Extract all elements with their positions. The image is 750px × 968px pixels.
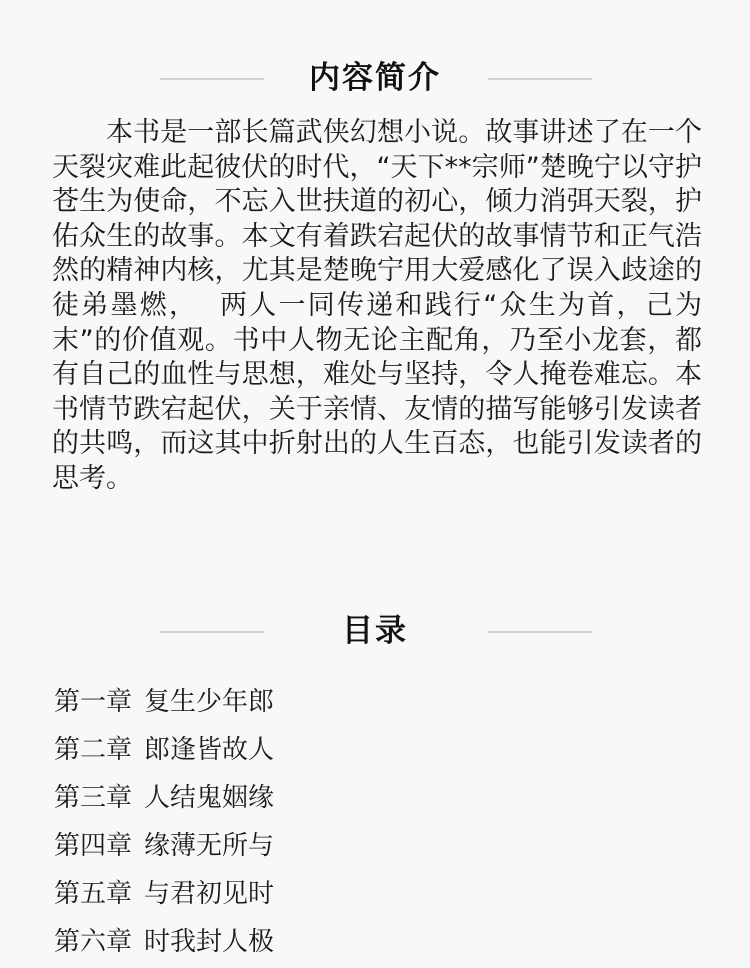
chapter-number: 第二章 — [54, 735, 133, 765]
divider-line — [488, 631, 592, 633]
toc-section-header — [0, 607, 750, 655]
chapter-item[interactable] — [54, 822, 274, 870]
chapter-title: 缘薄无所与 — [144, 831, 275, 861]
chapter-number: 第五章 — [54, 879, 133, 909]
chapter-number: 第一章 — [54, 687, 133, 717]
chapter-number: 第六章 — [54, 927, 133, 957]
divider-line — [488, 78, 592, 80]
chapter-item[interactable] — [54, 678, 274, 726]
chapter-title: 郎逢皆故人 — [144, 735, 275, 765]
intro-title: 内容简介 — [309, 60, 441, 96]
chapter-number: 第三章 — [54, 783, 133, 813]
chapter-item[interactable] — [54, 726, 274, 774]
intro-text: 本书是一部长篇武侠幻想小说。故事讲述了在一个天裂灾难此起彼伏的时代，“天下**宗师”楚晚宁以守护苍生为使命，不忘入世扶道的初心，倾力消弭天裂，护佑众生的故事。本文有着跌宕起伏的故事情节和正气浩然的精神内核，尤其是楚晚宁用大爱感化了误入歧途的徒弟墨燃， 两人一同传递和践行“众生为首，己为末”的价值观。书中人物无论主配角，乃至小龙套，都有自己的血性与思想，难处与坚持，令人掩卷难忘。本书情节跌宕起伏，关于亲情、友情的描写能够引发读者的共鸣，而这其中折射出的人生百态，也能引发读者的思考。 — [52, 117, 702, 494]
chapter-title: 时我封人极 — [144, 927, 275, 957]
chapter-title: 与君初见时 — [144, 879, 275, 909]
chapter-item[interactable] — [54, 918, 274, 966]
intro-section-header — [0, 54, 750, 102]
chapter-title: 人结鬼姻缘 — [144, 783, 275, 813]
chapter-title: 复生少年郎 — [144, 687, 275, 717]
chapter-item[interactable] — [54, 870, 274, 918]
toc-title: 目录 — [342, 613, 408, 649]
chapter-list — [54, 678, 274, 966]
chapter-number: 第四章 — [54, 831, 133, 861]
chapter-item[interactable] — [54, 774, 274, 822]
